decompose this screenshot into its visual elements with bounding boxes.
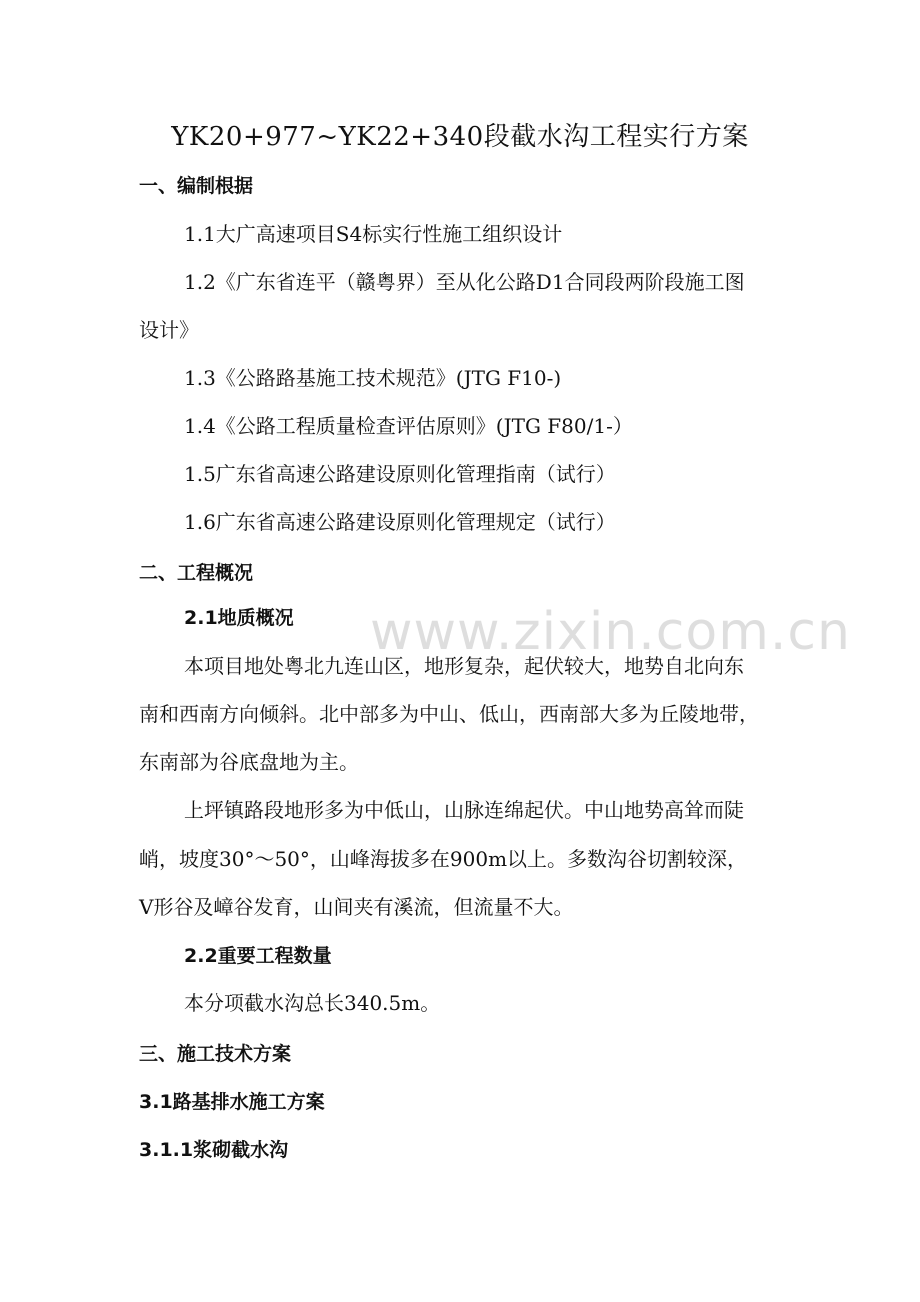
reference-item-4: 1.4《公路工程质量检查评估原则》(JTG F80/1-） — [184, 414, 633, 438]
terrain-paragraph-line-1: 上坪镇路段地形多为中低山，山脉连绵起伏。中山地势高耸而陡 — [184, 798, 744, 822]
reference-item-3: 1.3《公路路基施工技术规范》(JTG F10-) — [184, 366, 562, 390]
subsection-heading-2-2: 2.2重要工程数量 — [184, 945, 332, 967]
section-heading-2: 二、工程概况 — [139, 562, 254, 584]
terrain-paragraph-line-2: 峭，坡度30°～50°，山峰海拔多在900m以上。多数沟谷切割较深， — [139, 847, 748, 871]
document-title: YK20+977~YK22+340段截水沟工程实行方案 — [171, 122, 749, 152]
quantity-paragraph: 本分项截水沟总长340.5m。 — [184, 991, 441, 1015]
geology-paragraph-line-3: 东南部为谷底盘地为主。 — [139, 750, 359, 774]
reference-item-1: 1.1大广高速项目S4标实行性施工组织设计 — [184, 222, 563, 246]
geology-paragraph-line-2: 南和西南方向倾斜。北中部多为中山、低山，西南部大多为丘陵地带， — [139, 702, 759, 726]
subsection-heading-3-1: 3.1路基排水施工方案 — [139, 1091, 325, 1113]
reference-item-2-continued: 设计》 — [139, 318, 199, 342]
subsection-heading-3-1-1: 3.1.1浆砌截水沟 — [139, 1139, 289, 1161]
terrain-paragraph-line-3: V形谷及嶂谷发育，山间夹有溪流，但流量不大。 — [139, 895, 574, 919]
section-heading-3: 三、施工技术方案 — [139, 1043, 292, 1065]
watermark: www.zixin.com.cn — [370, 602, 851, 662]
geology-paragraph-line-1: 本项目地处粤北九连山区，地形复杂，起伏较大，地势自北向东 — [184, 654, 744, 678]
subsection-heading-2-1: 2.1地质概况 — [184, 607, 294, 629]
reference-item-5: 1.5广东省高速公路建设原则化管理指南（试行） — [184, 462, 616, 486]
reference-item-6: 1.6广东省高速公路建设原则化管理规定（试行） — [184, 510, 616, 534]
section-heading-1: 一、编制根据 — [139, 175, 254, 197]
reference-item-2: 1.2《广东省连平（赣粤界）至从化公路D1合同段两阶段施工图 — [184, 270, 745, 294]
